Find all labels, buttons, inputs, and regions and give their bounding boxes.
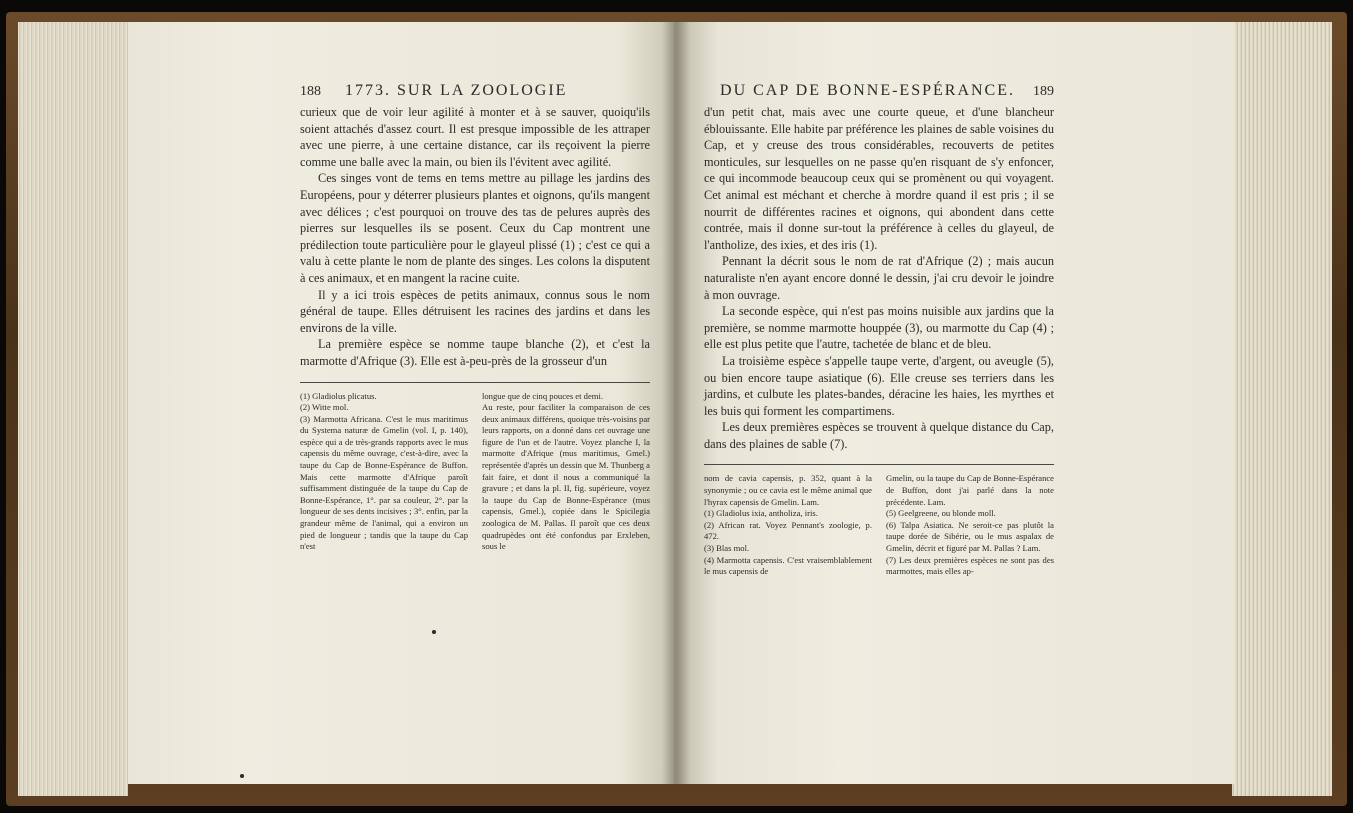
left-footnotes-col-1 [300,391,468,553]
footnote: longue que de cinq pouces et demi. [482,390,603,401]
footnote: (1) Gladiolus ixia, antholiza, iris. [704,508,818,519]
right-paragraph-5: Les deux premières espèces se trouvent à quelque distance du Cap, dans des plaines de sable (7). [704,420,1054,451]
right-page-edges [1232,22,1332,796]
left-running-head [300,82,650,104]
page-speck [240,774,244,778]
right-paragraph-4: La troisième espèce s'appelle taupe verte, d'argent, ou aveugle (5), ou bien encore taupe asiatique (6). Elle creuse ses terriers dans les jardins, et culbute les plates-bandes, déracine les haies, les myrthes et les buis qui forment les compartimens. [704,353,1054,418]
right-paragraph-1: d'un petit chat, mais avec une courte queue, et d'une blancheur éblouissante. Elle habite par préférence les plaines de sable voisines du Cap, et y creuse des trous considérables, recouverts de petites monticules, sur lesquelles on ne passe qu'en risquant de s'y enfoncer, ce qui incommode beaucoup ceux qui se promènent ou qui voyagent. Cet animal est méchant et cherche à mordre quand il est pris ; il se nourrit de différentes racines et oignons, qui abondent dans cette contrée, mais il donne sur-tout la préférence à celles du glayeul, de l'antholize, des ixies, et des iris (1). [704,105,1054,252]
footnote: Au reste, pour faciliter la comparaison de ces deux animaux différens, quoique très-voisins par leurs rapports, on a donné dans cet ouvrage une figure de l'un et de l'autre. Voyez planche I, la marmotte d'Afrique (mus maritimus, Gmel.) représentée d'après un dessin que M. Thunberg a fait faire, et dont il nous a communiqué la gravure ; et dans la pl. II, fig. supérieure, voyez la taupe du Cap de Bonne-Espérance (mus capensis, Gmel.), copiée dans le Spicilegia zoologica de M. Pallas. Il paroît que ces deux quadrupèdes ont été confondus par Erxleben, sous le [482,402,650,552]
page-speck [432,630,436,634]
right-page-content [704,82,1054,578]
footnote: Gmelin, ou la taupe du Cap de Bonne-Espérance de Buffon, dont j'ai parlé dans la note précédente. Lam. [886,473,1054,507]
left-paragraph-4: La première espèce se nomme taupe blanche (2), et c'est la marmotte d'Afrique (3). Elle est à-peu-près de la grosseur d'un [300,337,650,368]
left-footnotes-col-2 [482,391,650,553]
footnote: (3) Blas mol. [704,543,750,554]
left-paragraph-2: Ces singes vont de tems en tems mettre au pillage les jardins des Européens, pour y déterrer plusieurs plantes et oignons, qu'ils mangent avec délices ; c'est pourquoi on trouve des tas de pelures auprès des pierres sur lesquelles ils se posent. Ceux du Cap montrent une prédilection toute particulière pour le glayeul plissé (1) ; c'est ce qui a valu à cette plante le nom de plante des singes. Les colons la disputent à ces animaux, et en mangent la racine cuite. [300,171,650,285]
book-gutter [662,22,690,784]
footnote: (7) Les deux premières espèces ne sont pas des marmottes, mais elles ap- [886,554,1054,577]
left-head-title: 1773. SUR LA ZOOLOGIE [345,82,568,99]
right-running-head [704,82,1054,104]
right-paragraph-2: Pennant la décrit sous le nom de rat d'Afrique (2) ; mais aucun naturaliste n'en ayant encore donné le dessin, j'ai cru devoir le joindre à mon ouvrage. [704,254,1054,302]
footnote: (3) Marmotta Africana. C'est le mus maritimus du Systema naturæ de Gmelin (vol. I, p. 140), espèce qui a de très-grands rapports avec le mus capensis du même ouvrage, c'est-à-dire, avec la taupe du Cap de Bonne-Espérance de Buffon. Mais cette marmotte d'Afrique paroît suffisamment distinguée de la taupe du Cap de Bonne-Espérance, 1°. par sa couleur, 2°. par la longueur de ses dents incisives ; 3°. enfin, par la grandeur même de l'animal, qui a environ un pied de longueur ; tandis que la taupe du Cap n'est [300,413,468,552]
left-page [128,22,674,784]
left-page-edges [18,22,128,796]
right-head-title: DU CAP DE BONNE-ESPÉRANCE. [720,82,1015,99]
right-paragraph-3: La seconde espèce, qui n'est pas moins nuisible aux jardins que la première, se nomme marmotte houppée (3), ou marmotte du Cap (4) ; elle est plus petite que l'autre, tachetée de blanc et de bleu. [704,304,1054,352]
footnote: (5) Geelgreene, ou blonde moll. [886,508,996,519]
right-footnotes [704,473,1054,577]
footnote: (1) Gladiolus plicatus. [300,390,377,401]
left-paragraph-1: curieux que de voir leur agilité à monter et à se sauver, quoiqu'ils soient attachés d'assez court. Il est presque impossible de les attraper avec une pierre, à une certaine distance, car ils reçoivent la pierre comme une balle avec la main, ou bien ils l'évitent avec agilité. [300,105,650,169]
left-footnote-rule [300,382,650,383]
right-footnotes-col-2 [886,473,1054,577]
left-footnotes [300,391,650,553]
left-page-number: 188 [300,84,321,99]
left-paragraph-3: Il y a ici trois espèces de petits animaux, connus sous le nom général de taupe. Elles détruisent les racines des jardins et dans les environs de la ville. [300,287,650,335]
right-page [674,22,1234,784]
right-footnotes-col-1 [704,473,872,577]
footnote: (2) Witte mol. [300,402,349,413]
footnote: (4) Marmotta capensis. C'est vraisemblablement le mus capensis de [704,554,872,577]
footnote: (6) Talpa Asiatica. Ne seroit-ce pas plutôt la taupe dorée de Sibérie, ou le mus aspalax de Gmelin, décrit et figuré par M. Pallas ? Lam. [886,519,1054,554]
right-page-number: 189 [1033,84,1054,99]
footnote: (2) African rat. Voyez Pennant's zoologie, p. 472. [704,519,872,542]
footnote: nom de cavia capensis, p. 352, quant à la synonymie ; ou ce cavia est le même animal que l'hyrax capensis de Gmelin. Lam. [704,473,872,507]
right-footnote-rule [704,464,1054,465]
left-page-content [300,82,650,553]
